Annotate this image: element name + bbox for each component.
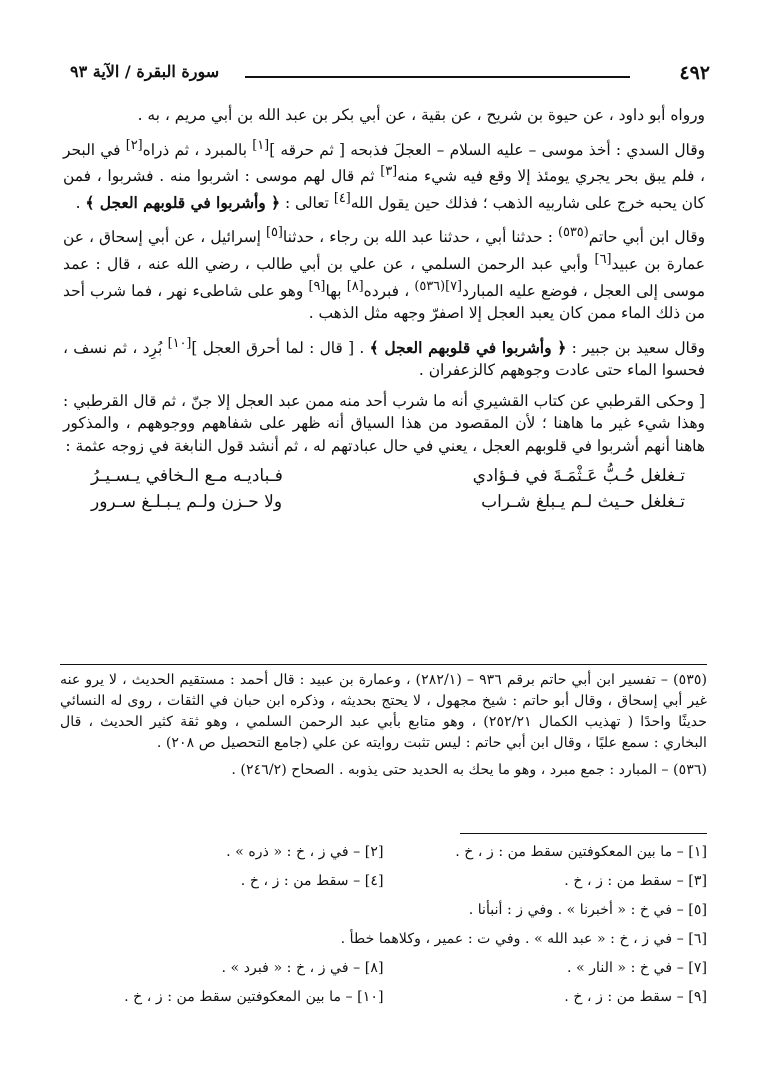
- page-number: ٤٩٢: [679, 62, 710, 84]
- variant-9: [٩] – سقط من : ز ، خ .: [564, 989, 707, 1005]
- variant-ref: [١٠]: [167, 335, 192, 351]
- variant-1: [١] – ما بين المعكوفتين سقط من : ز ، خ .: [455, 844, 707, 860]
- variant-7: [٧] – في خ : « النار » .: [566, 960, 707, 976]
- variant-ref: [١]: [252, 137, 270, 153]
- paragraph-3: وقال ابن أبي حاتم$^{(٥٣٥)}$ : حدثنا أبي ، حدثنا عبد الله بن رجاء ، حدثنا[٥] إسرائيل ، عن أبي إسحاق ، عن عمارة بن عبيد[٦] وأبي عبد الرحمن السلمي ، عن علي بن أبي طالب ، رضي الله عنه ، قال : عمد موسى إلى العجل ، فوضع عليه المبارد$^{[٧](٥٣٦)}$ ، فبرده[٨] بها[٩] وهو على شاطىء نهر ، فما شرب أحد من ذلك الماء ممن كان يعبد العجل إلا اصفرّ وجهه مثل الذهب .: [63, 225, 705, 323]
- poem-hemistich-2a: تـغلغل حـيث لـم يـبلغ شـراب: [481, 492, 685, 513]
- variant-ref: [٤]: [333, 190, 351, 206]
- variant-5: [٥] – في خ : « أخبرنا » . وفي ز : أنبأنا .: [468, 902, 707, 918]
- variant-3: [٣] – سقط من : ز ، خ .: [564, 873, 707, 889]
- variant-8: [٨] – في ز ، خ : « فبرد » .: [221, 960, 384, 976]
- variant-4: [٤] – سقط من : ز ، خ .: [240, 873, 384, 889]
- paragraph-5: [ وحكى القرطبي عن كتاب القشيري أنه ما شرب أحد منه ممن عبد العجل إلا جنّ ، ثم قال القرطبي : وهذا شيء غير ما هاهنا ؛ لأن المقصود من هذا السياق أنه ظهر على شفاههم ووجوههم ، والمذكور هاهنا أنهم أشربوا في قلوبهم العجل ، يعني في حال عبادتهم له ، ثم أنشد قول النابغة في زوجه عثمة :: [63, 391, 705, 455]
- footnote-ref: (٥٣٥): [558, 225, 589, 241]
- manuscript-variants: [60, 838, 707, 1012]
- poem-line-1: [91, 463, 685, 489]
- poem-hemistich-1a: تـغلغل حُـبُّ عَـثْمَـةَ في فـؤادي: [472, 466, 685, 487]
- page-header: [70, 62, 710, 92]
- variant-ref: [٣]: [380, 164, 398, 180]
- variants-divider: [460, 833, 707, 834]
- variant-ref: [٥]: [265, 225, 283, 241]
- variant-ref: [٩]: [308, 278, 326, 294]
- header-rule: [245, 76, 630, 78]
- quran-quote: ﴿ وأشربوا في قلوبهم العجل ﴾: [369, 338, 567, 357]
- paragraph-4: وقال سعيد بن جبير : ﴿ وأشربوا في قلوبهم العجل ﴾ . [ قال : لما أحرق العجل ][١٠] بُرِد ، ثم نسف ، فحسوا الماء حتى عادت وجوههم كالزعفران .: [63, 335, 705, 380]
- footnotes: [60, 670, 707, 787]
- variant-ref: [٦]: [594, 252, 612, 267]
- footnote-divider: [60, 664, 707, 665]
- variant-10: [١٠] – ما بين المعكوفتين سقط من : ز ، خ .: [124, 989, 384, 1005]
- variant-ref: [٨]: [346, 278, 364, 294]
- footnote-535: (٥٣٥) – تفسير ابن أبي حاتم برقم ٩٣٦ – (٢٨٢/١) ، وعمارة بن عبيد : قال أحمد : مستقيم الحديث ، لا يرو عنه غير أبي إسحاق ، وقال أبو حاتم : شيخ مجهول ، لا يحتج بحديثه ، وذكره ابن حبان في الثقات ، روى له النسائي حديثًا واحدًا ( تهذيب الكمال ٢٥٢/٢١) ، وهو متابع بأبي عبد الرحمن السلمي ، وهو ثقة كثير الحديث ، قال البخاري : سمع عليًا ، وقال ابن أبي حاتم : ليس تثبت روايته عن علي (جامع التحصيل ص ٢٠٨) .: [60, 672, 707, 751]
- paragraph-1: ورواه أبو داود ، عن حيوة بن شريح ، عن بقية ، عن أبي بكر بن عبد الله بن أبي مريم ، به .: [137, 106, 705, 124]
- poem-line-2: [91, 489, 685, 515]
- poem-hemistich-2b: ولا حـزن ولـم يـبـلـغ سـرور: [91, 492, 283, 513]
- variant-6: [٦] – في ز ، خ : « عبد الله » . وفي ت : عمير ، وكلاهما خطأ .: [340, 931, 707, 947]
- quran-quote: ﴿ وأشربوا في قلوبهم العجل ﴾: [85, 193, 281, 212]
- variant-ref: [٢]: [125, 137, 143, 153]
- paragraph-2: وقال السدي : أخذ موسى – عليه السلام – العجلَ فذبحه [ ثم حرقه ][١] بالمبرد ، ثم ذراه[٢] في البحر ، فلم يبق بحر يجري يومئذ إلا وقع فيه شيء منه[٣] ثم قال لهم موسى : اشربوا منه . فشربوا ، فمن كان يحبه خرج على شاربيه الذهب ؛ فذلك حين يقول الله[٤] تعالى : ﴿ وأشربوا في قلوبهم العجل ﴾ .: [63, 137, 706, 212]
- variant-2: [٢] – في ز ، خ : « ذره » .: [226, 844, 384, 860]
- surah-title: سورة البقرة / الآية ٩٣: [70, 62, 220, 81]
- poem-hemistich-1b: فـباديـه مـع الـخافي يـسـيـرُ: [91, 466, 283, 487]
- main-text: [63, 104, 705, 515]
- footnote-536: (٥٣٦) – المبارد : جمع مبرد ، وهو ما يحك به الحديد حتى يذوبه . الصحاح (٢٤٦/٢) .: [231, 762, 707, 778]
- footnote-ref: (٥٣٦): [414, 278, 446, 294]
- variant-ref: [٧]: [445, 278, 462, 294]
